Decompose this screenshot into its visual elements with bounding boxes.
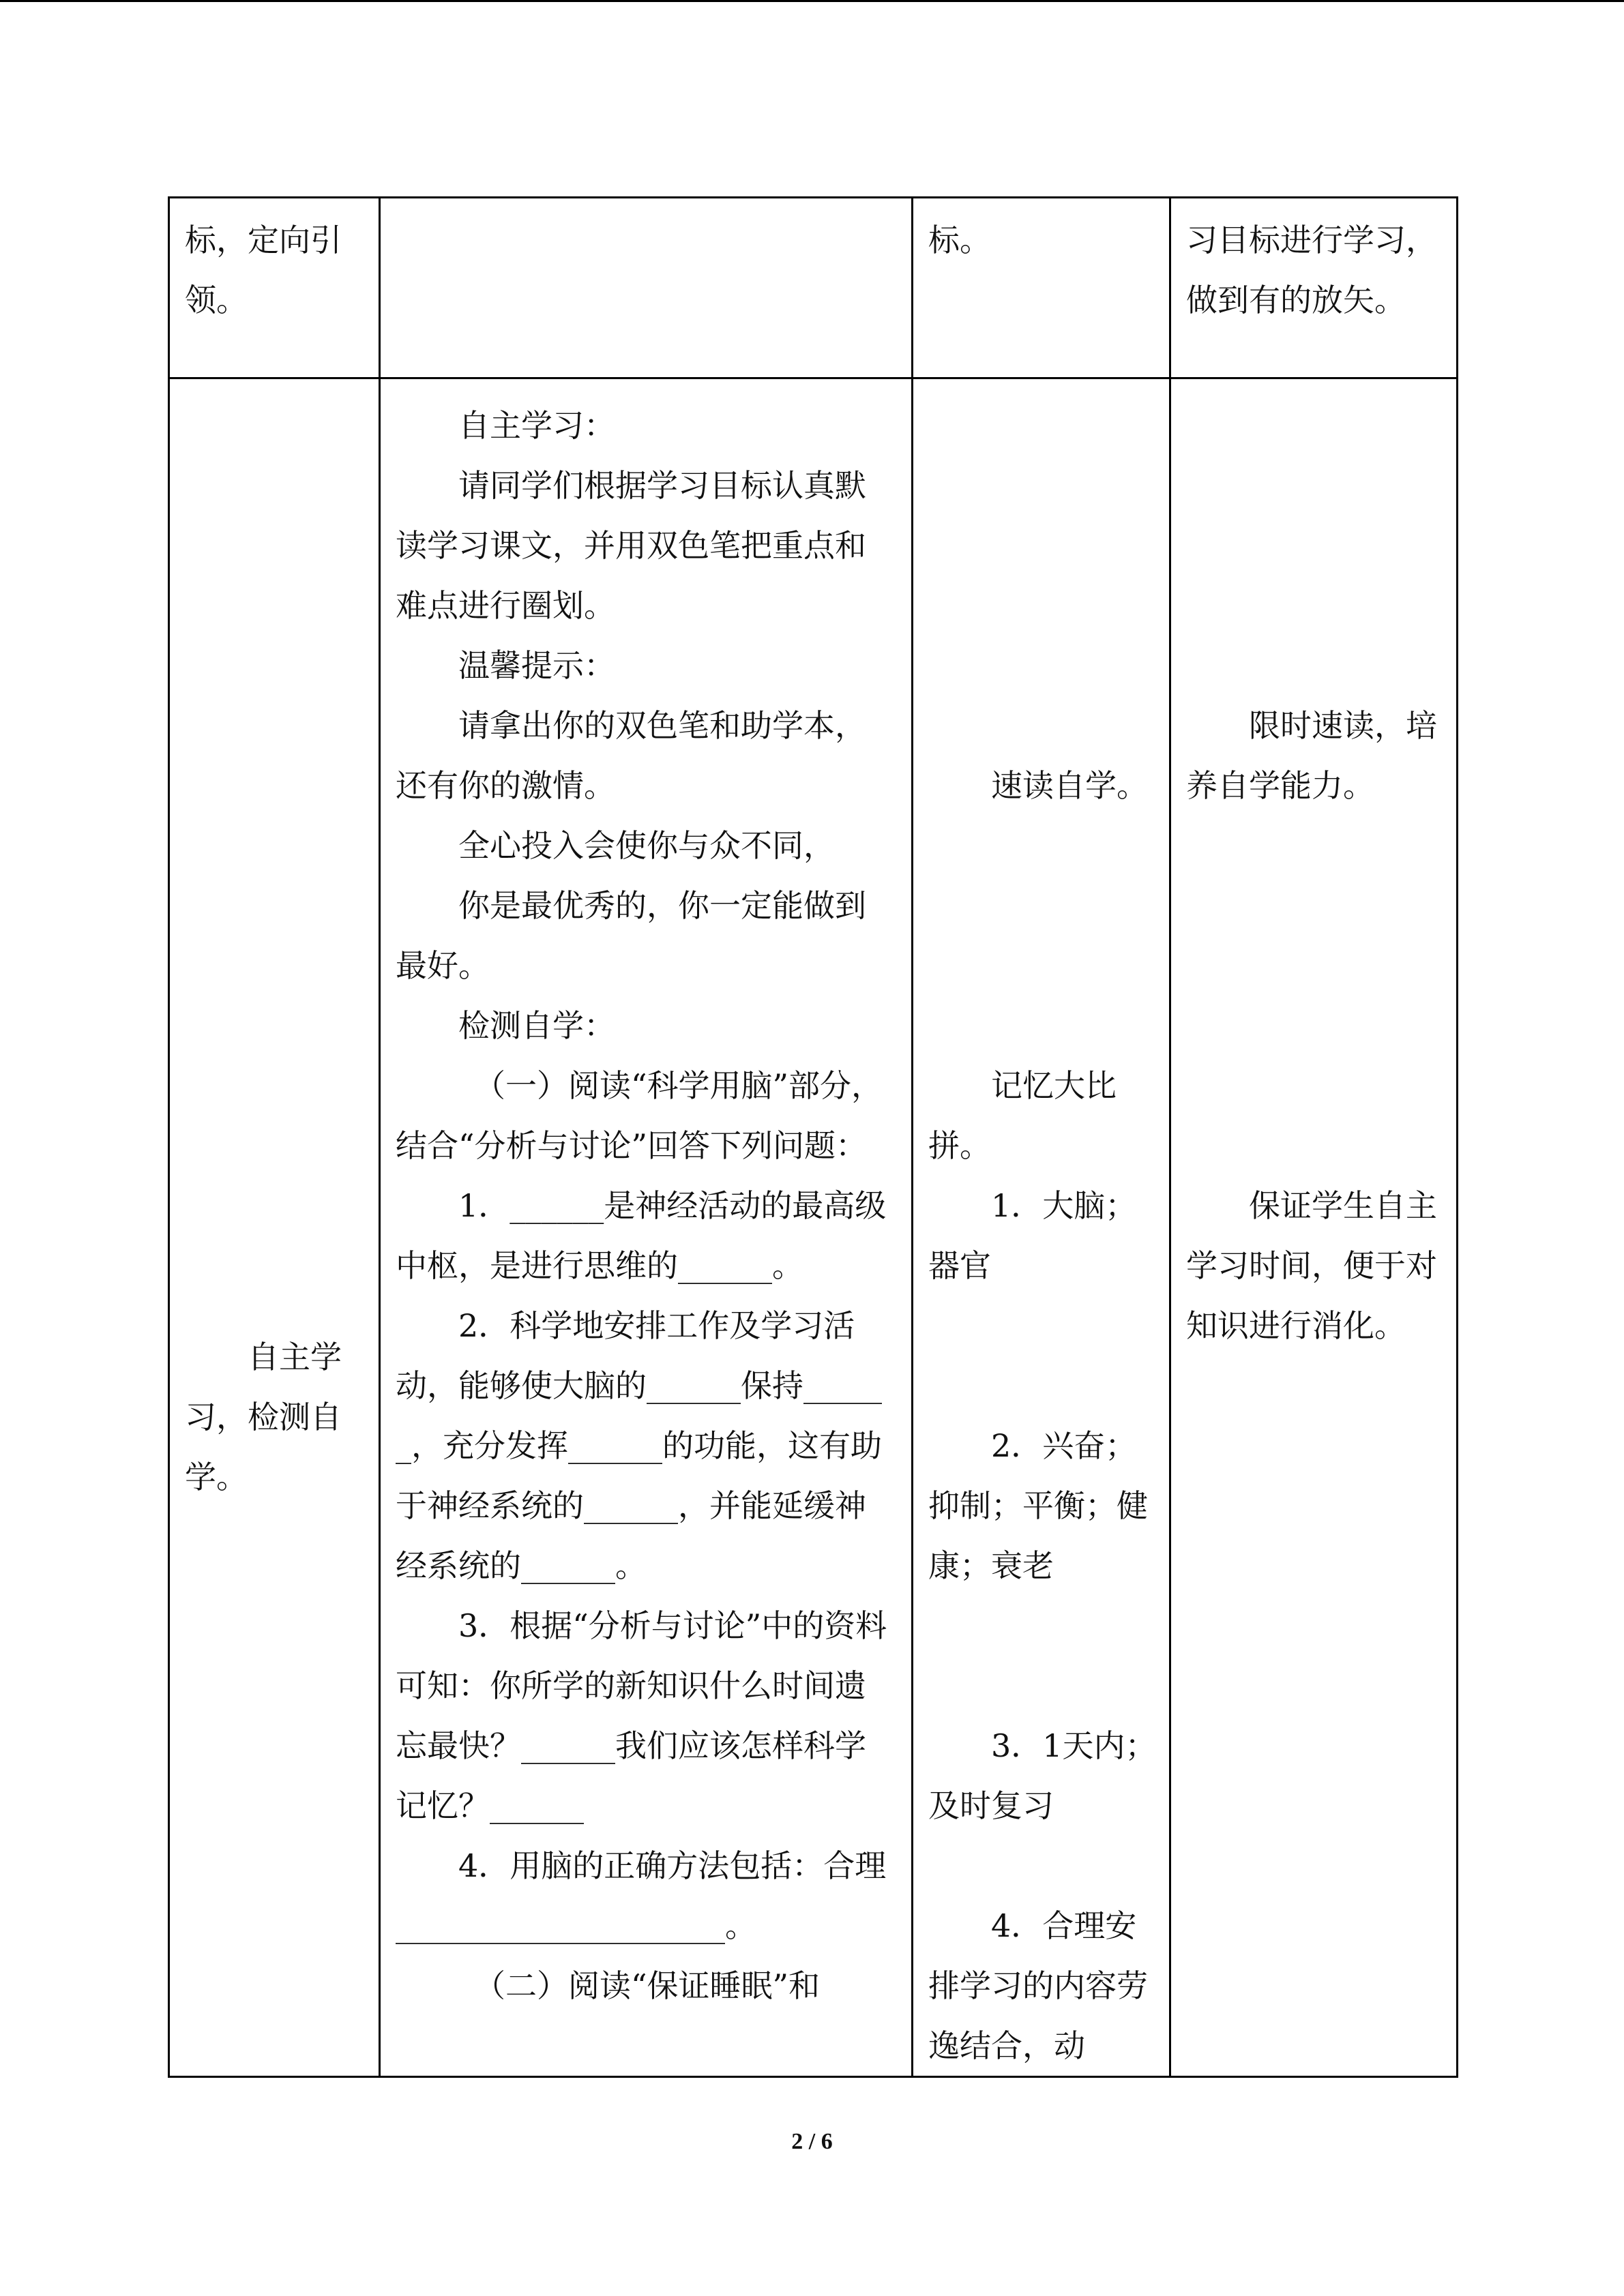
cell-paragraph: （一）阅读“科学用脑”部分，结合“分析与讨论”回答下列问题： bbox=[396, 1067, 883, 1164]
line-gap bbox=[928, 576, 1160, 636]
cell-student-activity bbox=[913, 198, 1170, 378]
cell-paragraph: 标。 bbox=[928, 222, 991, 258]
line-gap bbox=[1186, 456, 1441, 516]
line-gap bbox=[928, 816, 1160, 876]
cell-paragraph: 检测自学： bbox=[458, 1007, 615, 1044]
cell-paragraph: 请同学们根据学习目标认真默读学习课文，并用双色笔把重点和难点进行圈划。 bbox=[396, 467, 866, 624]
cell-teacher-activity bbox=[380, 378, 913, 2077]
line-gap bbox=[928, 636, 1160, 696]
cell-teacher-activity-content bbox=[381, 379, 911, 2076]
table-row bbox=[169, 198, 1458, 378]
line-gap bbox=[1186, 576, 1441, 636]
cell-paragraph: 3．1天内；及时复习 bbox=[928, 1727, 1157, 1824]
cell-paragraph: 4．用脑的正确方法包括：合理_____________________。 bbox=[396, 1847, 887, 1944]
cell-paragraph: （二）阅读“保证睡眠”和 bbox=[474, 1967, 821, 2004]
line-gap bbox=[1186, 876, 1441, 936]
cell-paragraph: 温馨提示： bbox=[458, 647, 615, 684]
cell-paragraph: 请拿出你的双色笔和助学本，还有你的激情。 bbox=[396, 707, 866, 804]
cell-design-intent bbox=[1170, 198, 1458, 378]
cell-paragraph: 自主学习，检测自学。 bbox=[185, 1339, 342, 1495]
line-gap bbox=[928, 1656, 1160, 1716]
line-gap bbox=[928, 396, 1160, 456]
cell-stage bbox=[169, 378, 380, 2077]
line-gap bbox=[928, 936, 1160, 996]
cell-stage bbox=[169, 198, 380, 378]
line-gap bbox=[1186, 1116, 1441, 1176]
line-gap bbox=[1186, 396, 1441, 456]
line-gap bbox=[1186, 1056, 1441, 1116]
cell-student-activity-content bbox=[913, 198, 1169, 377]
line-gap bbox=[1186, 816, 1441, 876]
cell-paragraph: 3．根据“分析与讨论”中的资料可知：你所学的新知识什么时间遗忘最快？______我们应该怎样科学记忆？______ bbox=[396, 1607, 887, 1824]
line-gap bbox=[928, 1836, 1160, 1896]
cell-paragraph: 你是最优秀的，你一定能做到最好。 bbox=[396, 887, 866, 984]
cell-stage-content bbox=[170, 198, 379, 377]
table-row bbox=[169, 378, 1458, 2077]
cell-design-intent bbox=[1170, 378, 1458, 2077]
top-rule bbox=[0, 0, 1624, 2]
cell-paragraph: 记忆大比拼。 bbox=[928, 1067, 1117, 1164]
cell-design-intent-content bbox=[1171, 198, 1456, 377]
line-gap bbox=[928, 1596, 1160, 1656]
line-gap bbox=[928, 696, 1160, 756]
cell-paragraph: 限时速读，培养自学能力。 bbox=[1186, 707, 1437, 804]
cell-design-intent-content bbox=[1171, 379, 1456, 2076]
line-gap bbox=[928, 1356, 1160, 1416]
cell-paragraph: 标，定向引领。 bbox=[185, 222, 342, 318]
cell-paragraph: 保证学生自主学习时间，便于对知识进行消化。 bbox=[1186, 1187, 1437, 1344]
line-gap bbox=[1186, 636, 1441, 696]
line-gap bbox=[1186, 516, 1441, 576]
line-gap bbox=[928, 516, 1160, 576]
cell-teacher-activity bbox=[380, 198, 913, 378]
lesson-plan-table bbox=[168, 196, 1458, 2078]
cell-paragraph: 全心投入会使你与众不同， bbox=[458, 827, 835, 864]
cell-paragraph: 速读自学。 bbox=[991, 767, 1148, 804]
line-gap bbox=[928, 996, 1160, 1056]
cell-paragraph: 习目标进行学习，做到有的放矢。 bbox=[1186, 222, 1437, 318]
cell-paragraph: 4．合理安排学习的内容劳逸结合，动 bbox=[928, 1907, 1148, 2064]
cell-paragraph: 1．大脑；器官 bbox=[928, 1187, 1137, 1284]
cell-paragraph: 自主学习： bbox=[458, 407, 615, 444]
cell-paragraph: 1．______是神经活动的最高级中枢，是进行思维的______。 bbox=[396, 1187, 887, 1284]
cell-paragraph: 2．科学地安排工作及学习活动，能够使大脑的______保持______，充分发挥______的功能，这有助于神经系统的______，并能延缓神经系统的______。 bbox=[396, 1307, 882, 1584]
cell-student-activity-content bbox=[913, 379, 1169, 2076]
cell-teacher-activity-content bbox=[381, 198, 911, 377]
cell-stage-content bbox=[170, 379, 379, 2076]
cell-student-activity bbox=[913, 378, 1170, 2077]
line-gap bbox=[1186, 996, 1441, 1056]
line-gap bbox=[928, 876, 1160, 936]
cell-paragraph: 2．兴奋；抑制；平衡；健康；衰老 bbox=[928, 1427, 1148, 1584]
line-gap bbox=[928, 1296, 1160, 1356]
page-number: 2 / 6 bbox=[791, 2129, 833, 2154]
line-gap bbox=[928, 456, 1160, 516]
line-gap bbox=[1186, 936, 1441, 996]
